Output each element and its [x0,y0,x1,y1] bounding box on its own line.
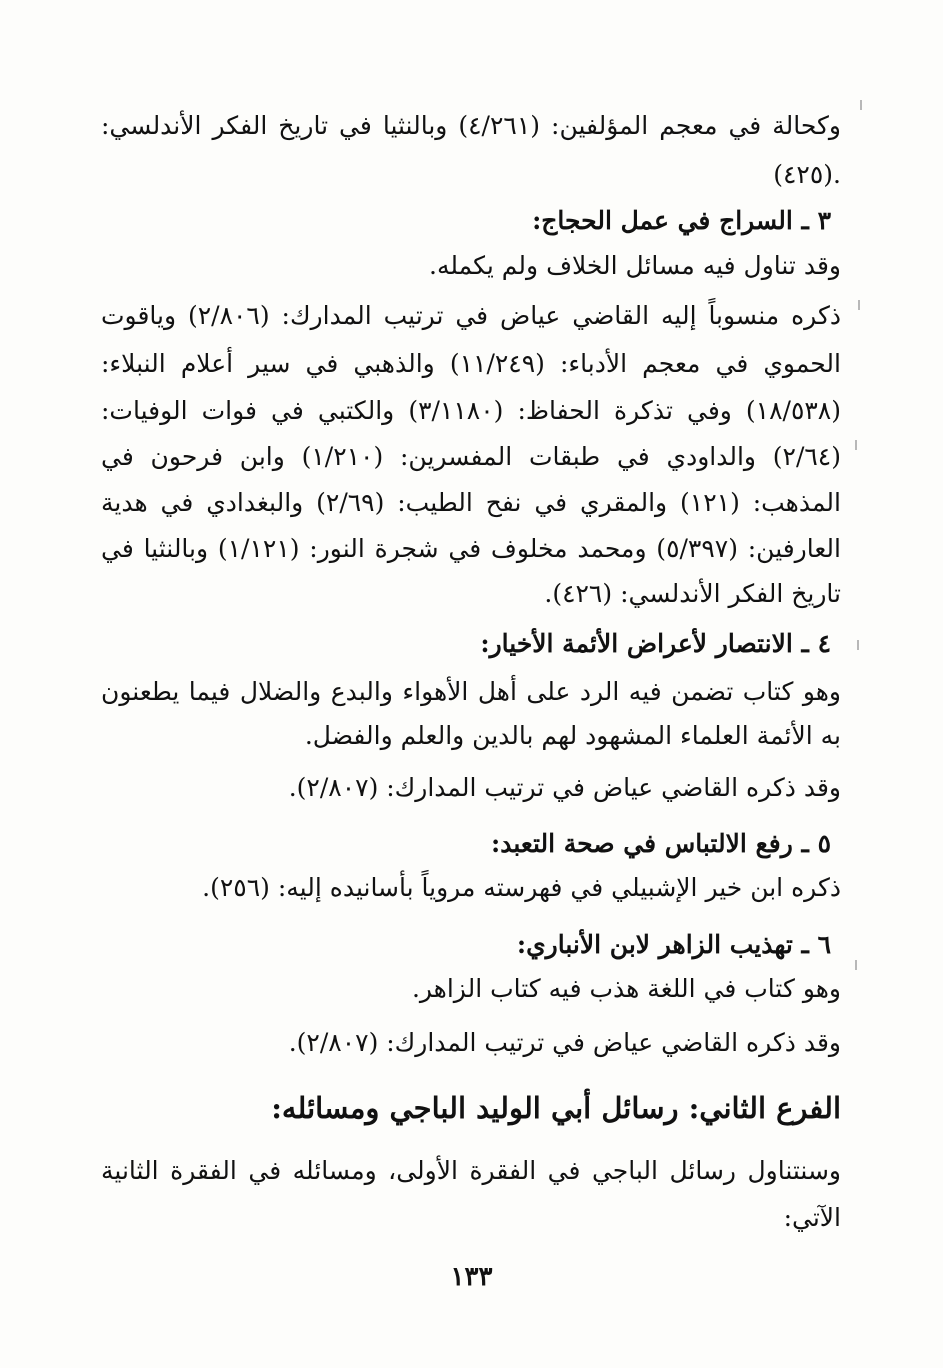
text-line: وقد تناول فيه مسائل الخلاف ولم يكمله. [429,251,841,280]
text-line: (١٨/٥٣٨) وفي تذكرة الحفاظ: (٣/١١٨٠) والكتبي في فوات الوفيات: [101,396,841,425]
text-line: وقد ذكره القاضي عياض في ترتيب المدارك: (٢/٨٠٧). [288,773,841,802]
text-line: العارفين: (٥/٣٩٧) ومحمد مخلوف في شجرة النور: (١/١٢١) وبالنثيا في [101,534,841,563]
text-line: وهو كتاب تضمن فيه الرد على أهل الأهواء والبدع والضلال فيما يطعنون [101,677,841,706]
text-line: وسنتناول رسائل الباجي في الفقرة الأولى، ومسائله في الفقرة الثانية [101,1156,841,1185]
margin-mark [855,960,857,970]
text-line: تاريخ الفكر الأندلسي: (٤٢٦). [544,579,841,608]
text-line: المذهب: (١٢١) والمقري في نفح الطيب: (٢/٦٩) والبغدادي في هدية [101,488,841,517]
text-line: ذكره ابن خير الإشبيلي في فهرسته مروياً بأسانيده إليه: (٢٥٦). [202,873,841,902]
item-heading: ٣ ـ السراج في عمل الحجاج: [532,206,831,235]
text-line: وكحالة في معجم المؤلفين: (٤/٢٦١) وبالنثيا في تاريخ الفكر الأندلسي: [101,111,841,140]
page-number: ١٣٣ [450,1262,493,1292]
text-line: وهو كتاب في اللغة هذب فيه كتاب الزاهر. [411,974,841,1003]
item-heading: ٦ ـ تهذيب الزاهر لابن الأنباري: [516,930,831,959]
text-line: الحموي في معجم الأدباء: (١١/٢٤٩) والذهبي في سير أعلام النبلاء: [101,349,841,378]
text-line: الآتي: [783,1203,841,1232]
item-heading: ٥ ـ رفع الالتباس في صحة التعبد: [491,829,831,858]
section-heading: الفرع الثاني: رسائل أبي الوليد الباجي ومسائله: [271,1091,841,1125]
margin-mark [860,100,862,110]
text-line: (٤٢٥). [773,160,841,189]
margin-mark [858,300,860,310]
margin-mark [855,440,857,450]
text-line: وقد ذكره القاضي عياض في ترتيب المدارك: (٢/٨٠٧). [288,1028,841,1057]
text-line: ذكره منسوباً إليه القاضي عياض في ترتيب المدارك: (٢/٨٠٦) وياقوت [101,301,841,330]
item-heading: ٤ ـ الانتصار لأعراض الأئمة الأخيار: [480,629,831,658]
text-line: به الأئمة العلماء المشهود لهم بالدين والعلم والفضل. [304,721,841,750]
text-line: (٢/٦٤) والداودي في طبقات المفسرين: (١/٢١٠) وابن فرحون في [101,442,841,471]
margin-mark [857,640,859,650]
